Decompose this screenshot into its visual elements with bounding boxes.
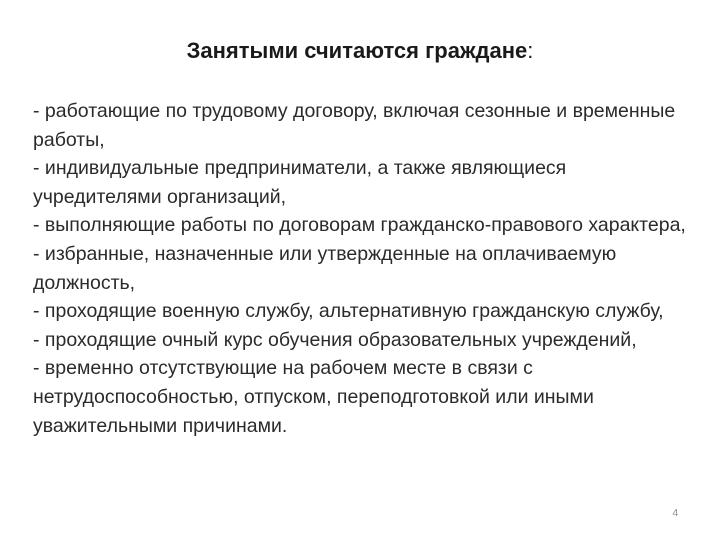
- slide-title: [0, 38, 720, 64]
- list-item: [33, 354, 698, 440]
- list-dash: -: [33, 357, 45, 380]
- list-item-text: индивидуальные предприниматели, а также являющиеся учредителями организаций,: [33, 157, 567, 208]
- list-dash: -: [33, 242, 45, 265]
- list-item-text: временно отсутствующие на рабочем месте в связи с нетрудоспособностью, отпуском, переподготовкой или иными уважительными причинами.: [33, 357, 594, 437]
- list-dash: -: [33, 328, 45, 351]
- list-dash: -: [33, 300, 45, 323]
- slide-title-colon: :: [527, 38, 534, 63]
- employed-criteria-list: [33, 97, 698, 440]
- list-item: [33, 297, 698, 326]
- list-item-text: проходящие очный курс обучения образовательных учреждений,: [44, 328, 637, 351]
- slide-title-text: Занятыми считаются граждане: [186, 38, 528, 63]
- list-item: [33, 211, 698, 240]
- page-number: 4: [672, 508, 678, 519]
- list-item: [33, 326, 698, 355]
- list-item-text: проходящие военную службу, альтернативную гражданскую службу,: [44, 300, 664, 323]
- list-dash: -: [33, 214, 45, 237]
- list-dash: -: [33, 100, 45, 122]
- list-item-text: выполняющие работы по договорам гражданско-правового характера,: [44, 214, 686, 237]
- list-item: [33, 97, 698, 154]
- list-item-text: избранные, назначенные или утвержденные на оплачиваемую должность,: [33, 242, 617, 294]
- list-item-text: работающие по трудовому договору, включая сезонные и временные работы,: [33, 100, 676, 151]
- list-item: [33, 240, 698, 297]
- list-item: [33, 154, 698, 211]
- list-dash: -: [33, 157, 45, 180]
